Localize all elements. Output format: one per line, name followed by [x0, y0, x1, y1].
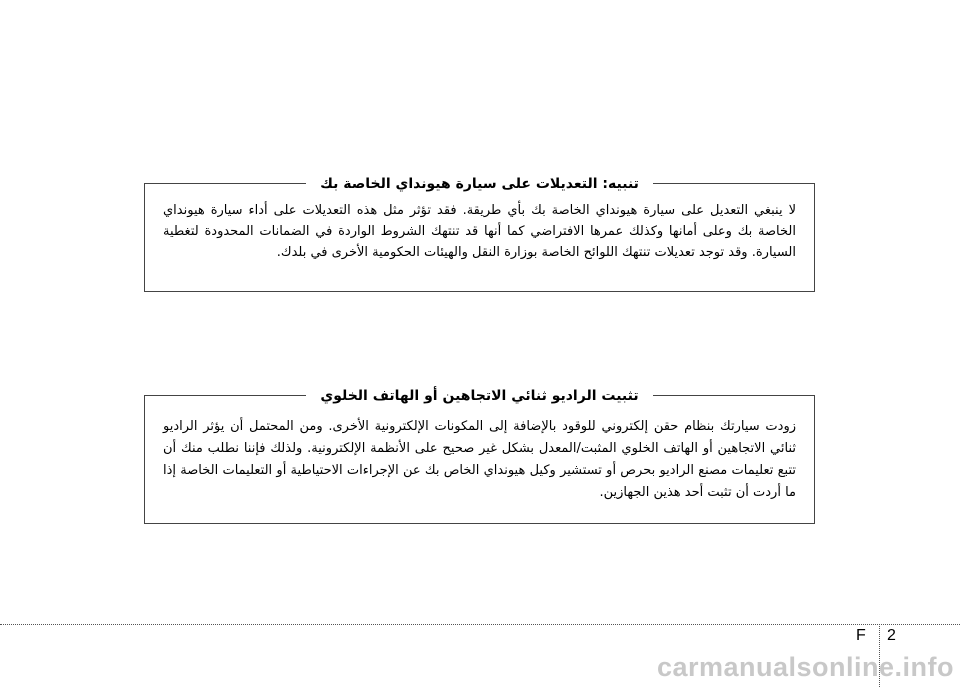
radio-body: زودت سيارتك بنظام حقن إلكتروني للوقود بالإضافة إلى المكونات الإلكترونية الأخرى. ومن المحتمل أن يؤثر الراديو ثنائي الاتجاهين أو الهاتف الخلوي المثبت/المعدل بشكل غير صحيح على الأنظمة الإلكترونية. ولذلك فإننا نطلب منك أن تتبع تعليمات مصنع الراديو بحرص أو تستشير وكيل هيونداي الخاص بك عن الإجراءات الاحتياطية أو التعليمات الخاصة إذا ما أردت أن تثبت أحد هذين الجهازين.: [163, 419, 796, 500]
page-number: 2: [887, 627, 896, 644]
radio-box: [144, 388, 815, 524]
warning-box: [144, 176, 815, 292]
footer-divider: [0, 624, 960, 625]
section-letter: F: [856, 627, 866, 644]
warning-body: لا ينبغي التعديل على سيارة هيونداي الخاصة بك بأي طريقة. فقد تؤثر مثل هذه التعديلات على أداء سيارة هيونداي الخاصة بك وعلى أمانها وكذلك عمرها الافتراضي كما أنها قد تنتهك الشروط الواردة في الضمانات المحدودة لتغطية السيارة. وقد توجد تعديلات تنتهك اللوائح الخاصة بوزارة النقل والهيئات الحكومية الأخرى في بلدك.: [163, 203, 796, 260]
watermark: carmanualsonline.info: [656, 652, 954, 682]
radio-title: تثبيت الراديو ثنائي الاتجاهين أو الهاتف الخلوي: [306, 388, 652, 404]
radio-title-wrap: [145, 385, 814, 406]
warning-title-wrap: [145, 173, 814, 194]
warning-title: تنبيه: التعديلات على سيارة هيونداي الخاصة بك: [306, 176, 653, 192]
